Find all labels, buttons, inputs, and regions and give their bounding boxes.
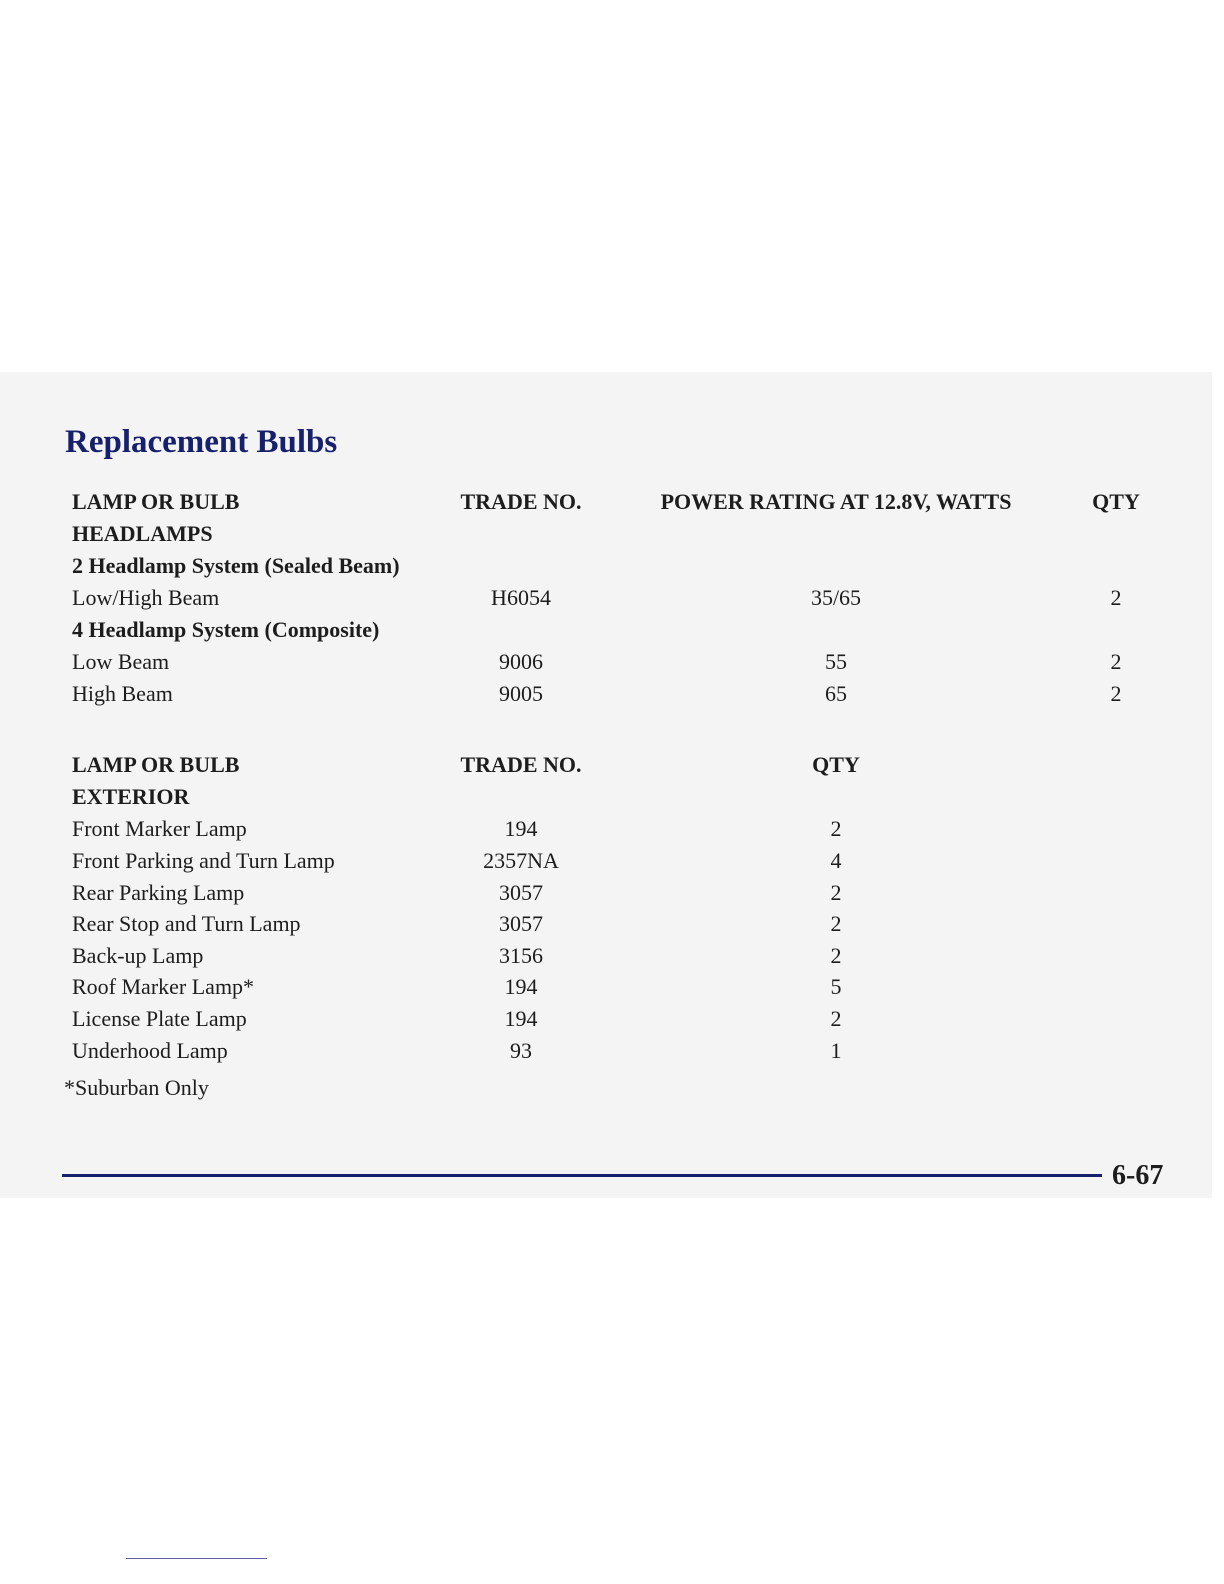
header-trade: TRADE NO. [460, 752, 582, 777]
bottom-divider [126, 1558, 267, 1559]
power-rating: 65 [825, 681, 847, 706]
lamp-name: License Plate Lamp [72, 1006, 247, 1031]
qty: 2 [830, 816, 842, 841]
group-sealed-beam: 2 Headlamp System (Sealed Beam) [72, 553, 400, 578]
lamp-name: Front Marker Lamp [72, 816, 247, 841]
lamp-name: Front Parking and Turn Lamp [72, 848, 335, 873]
lamp-name: Rear Stop and Turn Lamp [72, 911, 301, 936]
trade-no: 9005 [499, 681, 543, 706]
header-lamp: LAMP OR BULB [72, 489, 240, 514]
trade-no: 3057 [499, 880, 543, 905]
header-trade: TRADE NO. [460, 489, 582, 514]
trade-no: 194 [504, 816, 538, 841]
section-headlamps: HEADLAMPS [72, 521, 213, 546]
lamp-name: High Beam [72, 681, 173, 706]
qty: 2 [830, 880, 842, 905]
power-rating: 55 [825, 649, 847, 674]
trade-no: 9006 [499, 649, 543, 674]
header-qty: QTY [1092, 489, 1140, 514]
page-number: 6-67 [1112, 1160, 1164, 1191]
lamp-name: Underhood Lamp [72, 1038, 228, 1063]
trade-no: 2357NA [483, 848, 559, 873]
trade-no: 194 [504, 974, 538, 999]
trade-no: 194 [504, 1006, 538, 1031]
footer-rule [62, 1174, 1102, 1177]
trade-no: 3057 [499, 911, 543, 936]
qty: 2 [830, 1006, 842, 1031]
qty: 2 [1110, 681, 1122, 706]
lamp-name: Roof Marker Lamp* [72, 974, 255, 999]
trade-no: 93 [510, 1038, 532, 1063]
footnote: *Suburban Only [64, 1075, 209, 1100]
trade-no: H6054 [491, 585, 551, 610]
header-lamp: LAMP OR BULB [72, 752, 240, 777]
qty: 1 [830, 1038, 842, 1063]
power-rating: 35/65 [810, 585, 862, 610]
qty: 2 [1110, 585, 1122, 610]
qty: 2 [830, 911, 842, 936]
qty: 2 [830, 943, 842, 968]
lamp-name: Rear Parking Lamp [72, 880, 245, 905]
qty: 4 [830, 848, 842, 873]
section-exterior: EXTERIOR [72, 784, 190, 809]
group-composite: 4 Headlamp System (Composite) [72, 617, 380, 642]
lamp-name: Low/High Beam [72, 585, 220, 610]
trade-no: 3156 [499, 943, 543, 968]
header-qty: QTY [812, 752, 860, 777]
header-power: POWER RATING AT 12.8V, WATTS [660, 489, 1012, 514]
qty: 5 [830, 974, 842, 999]
qty: 2 [1110, 649, 1122, 674]
lamp-name: Back-up Lamp [72, 943, 204, 968]
lamp-name: Low Beam [72, 649, 170, 674]
page-title: Replacement Bulbs [65, 424, 338, 460]
